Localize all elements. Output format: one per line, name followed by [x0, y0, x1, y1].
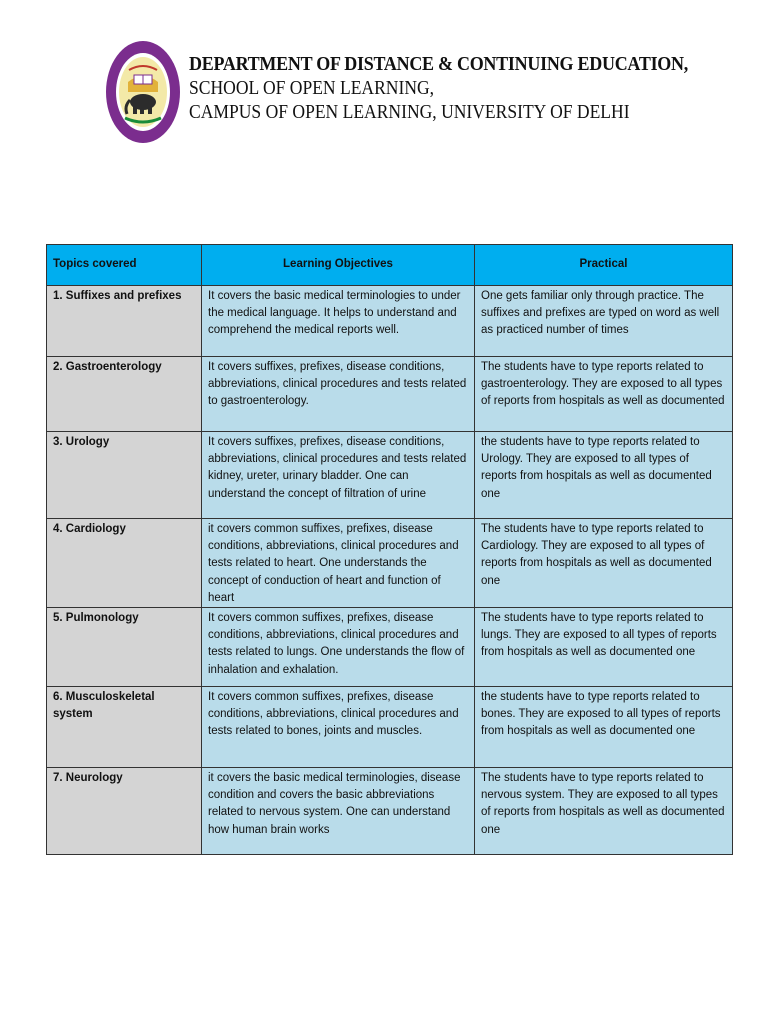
- table-header-row: [47, 245, 733, 286]
- table-row: [47, 519, 733, 608]
- practical-cell: The students have to type reports related to Cardiology. They are exposed to all types of reports from hospitals as well as documented one: [475, 519, 733, 608]
- practical-cell: One gets familiar only through practice. The suffixes and prefixes are typed on word as well as practiced number of times: [475, 286, 733, 357]
- practical-cell: The students have to type reports related to nervous system. They are exposed to all types of reports from hospitals as well as documented one: [475, 768, 733, 855]
- practical-cell: the students have to type reports related to Urology. They are exposed to all types of reports from hospitals as well as documented one: [475, 432, 733, 519]
- header-line-3: CAMPUS OF OPEN LEARNING, UNIVERSITY OF DELHI: [189, 102, 630, 123]
- header-line-1: DEPARTMENT OF DISTANCE & CONTINUING EDUCATION,: [189, 53, 688, 75]
- topic-cell: 5. Pulmonology: [47, 608, 202, 687]
- objective-cell: It covers the basic medical terminologies to under the medical language. It helps to understand and comprehend the medical reports well.: [202, 286, 475, 357]
- header-practical: Practical: [475, 245, 733, 286]
- document-header: [105, 40, 705, 145]
- objective-cell: it covers the basic medical terminologies, disease condition and covers the basic abbreviations related to nervous system. One can understand how human brain works: [202, 768, 475, 855]
- table-row: [47, 357, 733, 432]
- table-row: [47, 768, 733, 855]
- objective-cell: it covers common suffixes, prefixes, disease conditions, abbreviations, clinical procedures and tests related to heart. One understands the concept of conduction of heart and function of heart: [202, 519, 475, 608]
- table-row: [47, 687, 733, 768]
- topic-cell: 7. Neurology: [47, 768, 202, 855]
- header-titles: [189, 53, 743, 124]
- objective-cell: It covers common suffixes, prefixes, disease conditions, abbreviations, clinical procedures and tests related to bones, joints and muscles.: [202, 687, 475, 768]
- topic-cell: 1. Suffixes and prefixes: [47, 286, 202, 357]
- practical-cell: the students have to type reports related to bones. They are exposed to all types of reports from hospitals as well as documented one: [475, 687, 733, 768]
- topic-cell: 4. Cardiology: [47, 519, 202, 608]
- objective-cell: It covers common suffixes, prefixes, disease conditions, abbreviations, clinical procedures and tests related to lungs. One understands the flow of inhalation and exhalation.: [202, 608, 475, 687]
- table-row: [47, 432, 733, 519]
- topic-cell: 3. Urology: [47, 432, 202, 519]
- header-topics: Topics covered: [47, 245, 202, 286]
- objective-cell: It covers suffixes, prefixes, disease conditions, abbreviations, clinical procedures and tests related to gastroenterology.: [202, 357, 475, 432]
- university-seal-icon: [105, 40, 181, 144]
- topic-cell: 2. Gastroenterology: [47, 357, 202, 432]
- header-objectives: Learning Objectives: [202, 245, 475, 286]
- header-line-2: SCHOOL OF OPEN LEARNING,: [189, 78, 435, 99]
- practical-cell: The students have to type reports related to gastroenterology. They are exposed to all types of reports from hospitals as well as documented: [475, 357, 733, 432]
- objective-cell: It covers suffixes, prefixes, disease conditions, abbreviations, clinical procedures and tests related kidney, ureter, urinary bladder. One can understand the concept of filtration of urine: [202, 432, 475, 519]
- practical-cell: The students have to type reports related to lungs. They are exposed to all types of reports from hospitals as well as documented one: [475, 608, 733, 687]
- topic-cell: 6. Musculoskeletal system: [47, 687, 202, 768]
- table-row: [47, 286, 733, 357]
- syllabus-table: [46, 244, 733, 855]
- table-row: [47, 608, 733, 687]
